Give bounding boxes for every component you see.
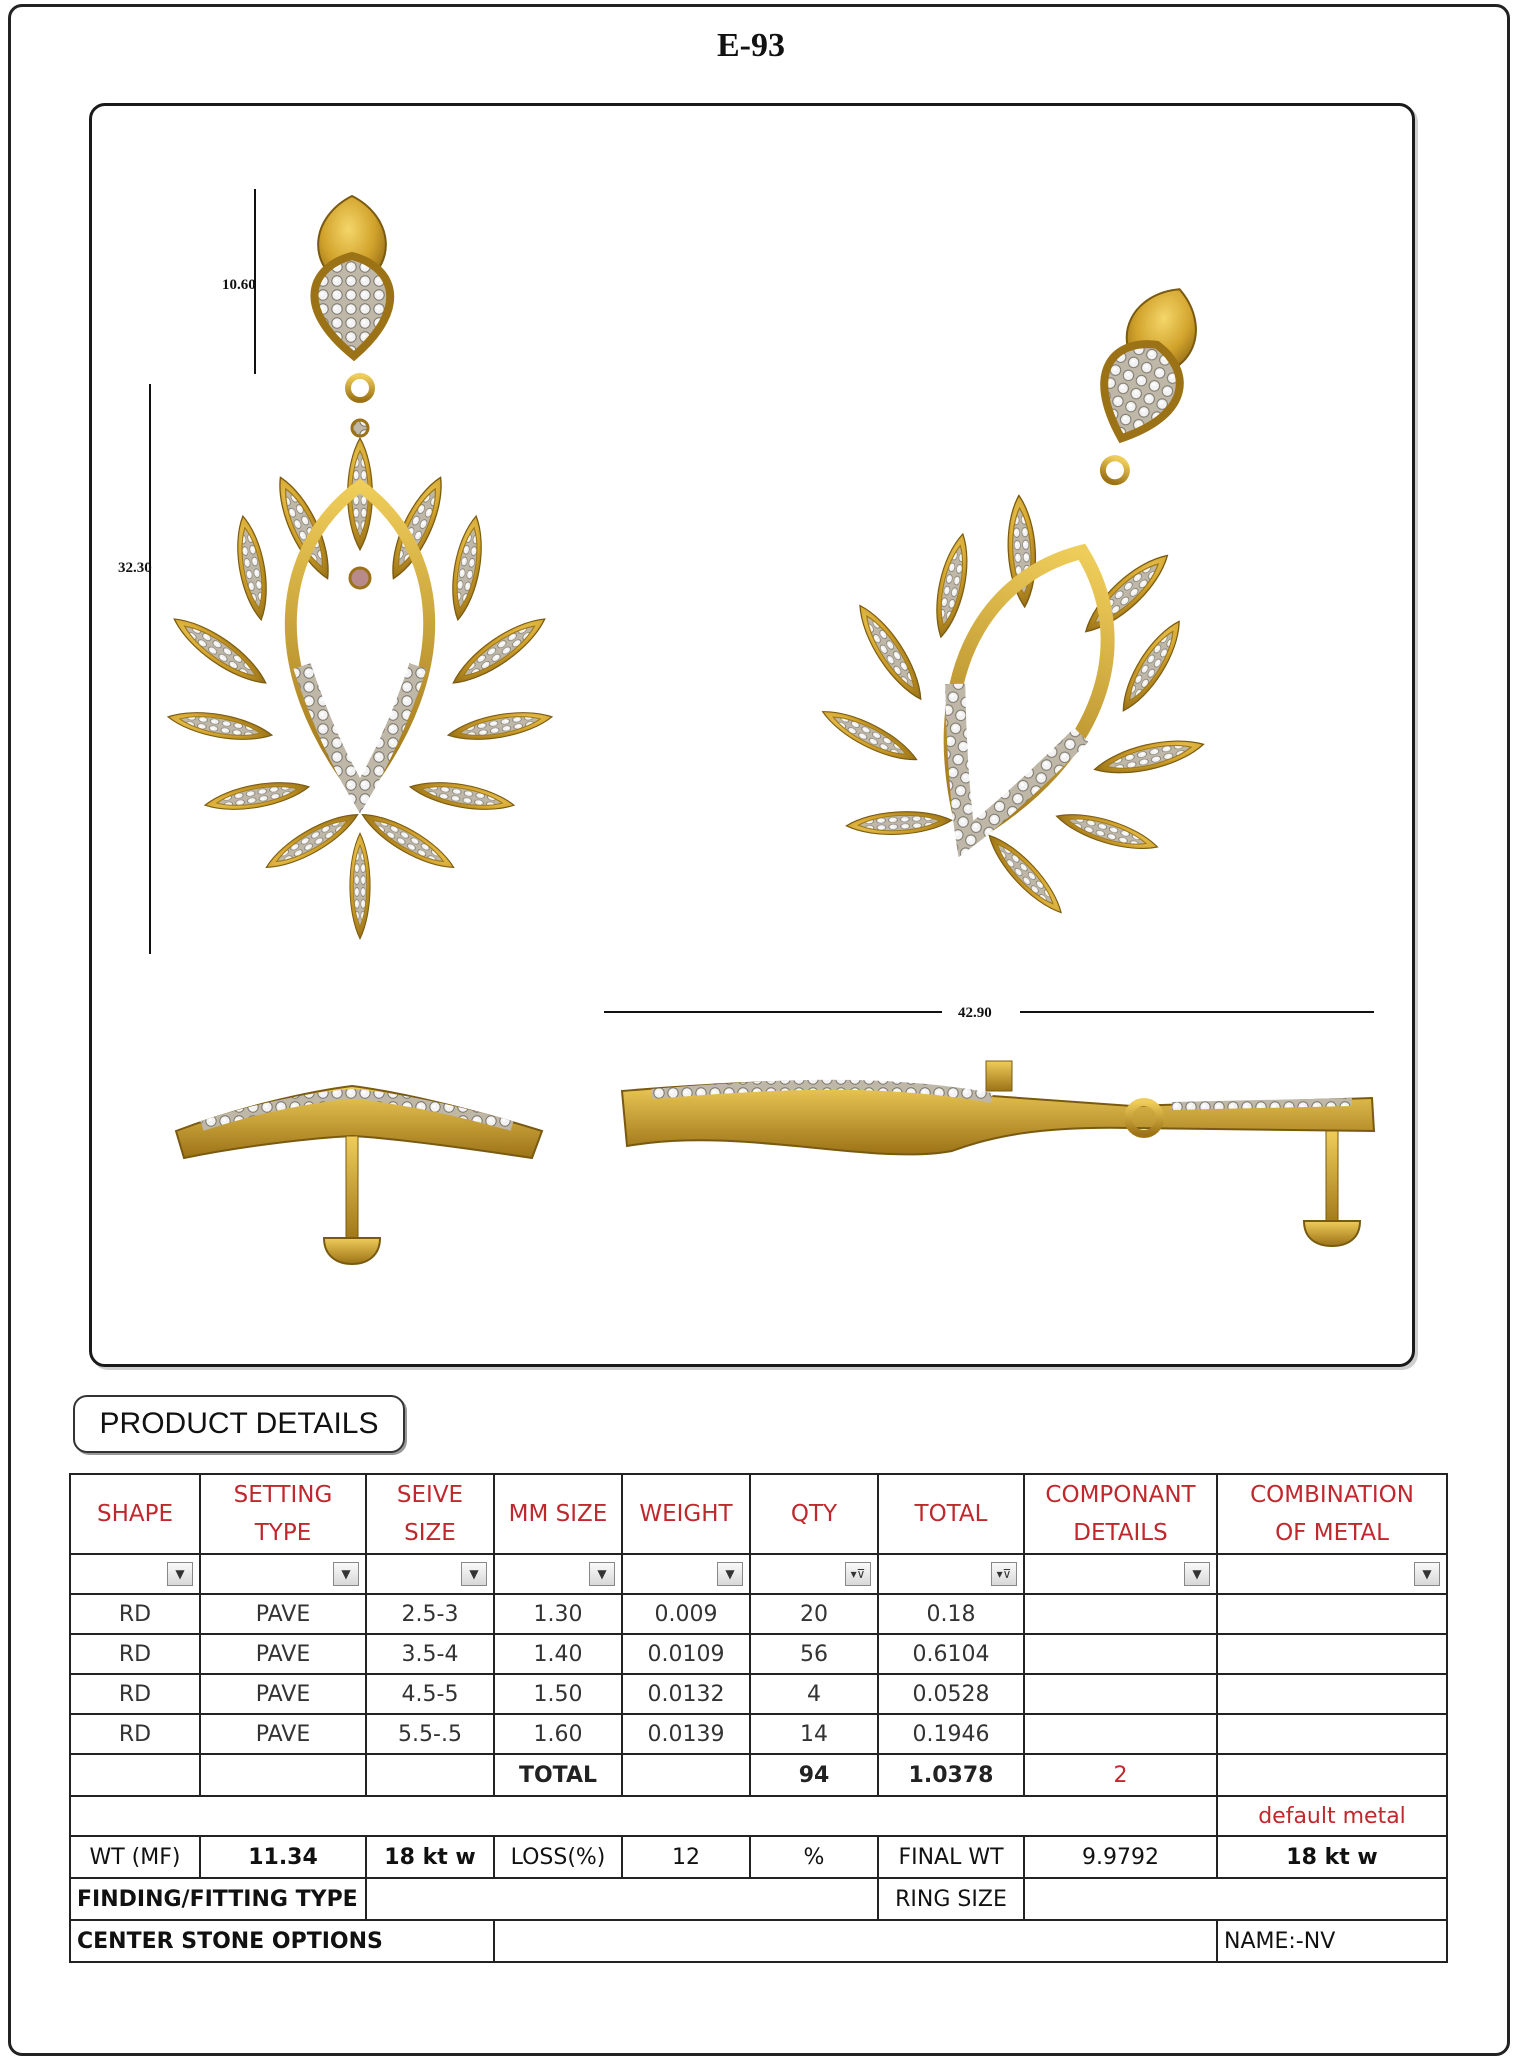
cell-weight: 0.0109 [622,1634,750,1674]
earring-angled-view [771,220,1365,950]
cell-setting: PAVE [200,1634,366,1674]
header-qty: QTY [750,1474,878,1554]
dimension-body-height: 32.30 [118,560,152,576]
render-panel [89,103,1415,1367]
filter-dropdown-shape[interactable]: ▼ [167,1562,193,1586]
filter-dropdown-weight[interactable]: ▼ [717,1562,743,1586]
final-wt-value: 9.9792 [1024,1836,1217,1878]
cell-mm: 1.60 [494,1714,622,1754]
totals-qty: 94 [750,1754,878,1796]
header-combination-of-metal: COMBINATION OF METAL [1217,1474,1447,1554]
filter-dropdown-seive[interactable]: ▼ [461,1562,487,1586]
cell-seive: 5.5-.5 [366,1714,494,1754]
cell-combination [1217,1594,1447,1634]
cell-combination [1217,1714,1447,1754]
loss-value: 12 [622,1836,750,1878]
default-metal-label: default metal [1217,1796,1447,1836]
filter-dropdown-setting[interactable]: ▼ [333,1562,359,1586]
center-stone-value [494,1920,1217,1962]
cell-shape: RD [70,1714,200,1754]
earring-side-view-long [622,1061,1374,1246]
finding-row [70,1878,1447,1920]
cell-qty: 4 [750,1674,878,1714]
cell-shape: RD [70,1674,200,1714]
product-details-heading: PRODUCT DETAILS [73,1395,405,1453]
loss-unit: % [750,1836,878,1878]
totals-weight: 1.0378 [878,1754,1024,1796]
cell-total: 0.0528 [878,1674,1024,1714]
cell-total: 0.18 [878,1594,1024,1634]
earring-renders [92,106,1412,1364]
finding-fitting-value [366,1878,878,1920]
header-weight: WEIGHT [622,1474,750,1554]
table-row [70,1674,1447,1714]
filter-active-qty-icon[interactable]: ▾⊽ [845,1562,871,1586]
cell-qty: 14 [750,1714,878,1754]
cell-seive: 2.5-3 [366,1594,494,1634]
filter-active-total-icon[interactable]: ▾⊽ [991,1562,1017,1586]
default-metal-row [70,1796,1447,1836]
header-setting-type: SETTING TYPE [200,1474,366,1554]
filter-dropdown-mm[interactable]: ▼ [589,1562,615,1586]
cell-component [1024,1674,1217,1714]
totals-row [70,1754,1447,1796]
cell-weight: 0.0132 [622,1674,750,1714]
cell-qty: 20 [750,1594,878,1634]
cell-total: 0.6104 [878,1634,1024,1674]
cell-seive: 4.5-5 [366,1674,494,1714]
center-stone-row [70,1920,1447,1962]
ring-size-label: RING SIZE [878,1878,1024,1920]
center-stone-label: CENTER STONE OPTIONS [70,1920,494,1962]
spec-sheet [8,4,1510,2056]
filter-row [70,1554,1447,1594]
cell-seive: 3.5-4 [366,1634,494,1674]
cell-mm: 1.40 [494,1634,622,1674]
finding-fitting-label: FINDING/FITTING TYPE [70,1878,366,1920]
designer-name: NAME:-NV [1217,1920,1447,1962]
cell-weight: 0.009 [622,1594,750,1634]
table-row [70,1714,1447,1754]
table-row [70,1634,1447,1674]
earring-front-view [166,196,554,939]
header-seive-size: SEIVE SIZE [366,1474,494,1554]
dimension-width: 42.90 [958,1005,992,1021]
product-details-table [69,1473,1448,1963]
cell-total: 0.1946 [878,1714,1024,1754]
cell-shape: RD [70,1634,200,1674]
wt-mf-value: 11.34 [200,1836,366,1878]
cell-shape: RD [70,1594,200,1634]
totals-components: 2 [1024,1754,1217,1796]
cell-setting: PAVE [200,1594,366,1634]
final-metal-karat: 18 kt w [1217,1836,1447,1878]
table-row [70,1594,1447,1634]
cell-setting: PAVE [200,1674,366,1714]
final-wt-label: FINAL WT [878,1836,1024,1878]
table-header-row [70,1474,1447,1554]
earring-side-view-left [176,1086,542,1264]
cell-mm: 1.50 [494,1674,622,1714]
weight-summary-row [70,1836,1447,1878]
ring-size-value [1024,1878,1447,1920]
metal-karat: 18 kt w [366,1836,494,1878]
cell-combination [1217,1674,1447,1714]
header-component-details: COMPONANT DETAILS [1024,1474,1217,1554]
header-shape: SHAPE [70,1474,200,1554]
cell-component [1024,1594,1217,1634]
dimension-top-height: 10.60 [222,277,256,293]
cell-component [1024,1634,1217,1674]
cell-component [1024,1714,1217,1754]
header-mm-size: MM SIZE [494,1474,622,1554]
totals-label: TOTAL [494,1754,622,1796]
design-code-title: E-93 [717,27,785,64]
filter-dropdown-combination[interactable]: ▼ [1414,1562,1440,1586]
cell-setting: PAVE [200,1714,366,1754]
cell-qty: 56 [750,1634,878,1674]
filter-dropdown-component[interactable]: ▼ [1184,1562,1210,1586]
cell-combination [1217,1634,1447,1674]
wt-mf-label: WT (MF) [70,1836,200,1878]
cell-mm: 1.30 [494,1594,622,1634]
loss-label: LOSS(%) [494,1836,622,1878]
header-total: TOTAL [878,1474,1024,1554]
cell-weight: 0.0139 [622,1714,750,1754]
